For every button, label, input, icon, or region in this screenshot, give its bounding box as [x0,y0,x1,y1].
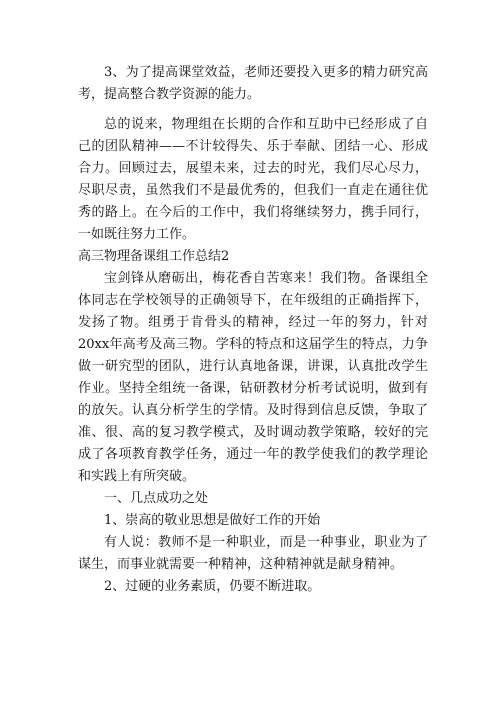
paragraph-2: 总的说来，物理组在长期的合作和互助中已经形成了自己的团队精神——不计较得失、乐于奉献、团结一心、形成合力。回顾过去，展望未来，过去的时光，我们尽心尽力，尽职尽责，虽然我们不是最优秀的，但我们一直走在通往优秀的路上。在今后的工作中，我们将继续努力，携手同行，一如既往努力工作。 [78,117,428,242]
heading-professional-quality: 2、过硬的业务素质，仍要不断进取。 [104,579,321,594]
section-title: 高三物理备课组工作总结2 [78,249,230,264]
paragraph-gap [78,106,428,114]
heading-success-points: 一、几点成功之处 [104,491,209,506]
paragraph-4: 有人说：教师不是一种职业，而是一种事业，职业为了谋生，而事业就需要一种精神，这种精神就是献身精神。 [78,535,428,572]
document-body [78,62,428,598]
heading-dedication: 1、崇高的敬业思想是做好工作的开始 [104,513,321,528]
paragraph-3: 宝剑锋从磨砺出，梅花香自苦寒来！我们物。备课组全体同志在学校领导的正确领导下，在年级组的正确指挥下，发扬了物。组勇于肯骨头的精神，经过一年的努力，针对20xx年高考及高三物。学科的特点和这届学生的特点，力争做一研究型的团队，进行认真地备课，讲课，认真批改学生作业。坚持全组统一备课，钻研教材分析考试说明，做到有的放矢。认真分析学生的学情。及时得到信息反馈，争取了准、很、高的复习教学模式，及时调动教学策略，较好的完成了各项教育教学任务，通过一年的教学使我们的教学理论和实践上有所突破。 [78,271,428,484]
paragraph-1: 3、为了提高课堂效益，老师还要投入更多的精力研究高考，提高整合教学资源的能力。 [78,65,428,102]
